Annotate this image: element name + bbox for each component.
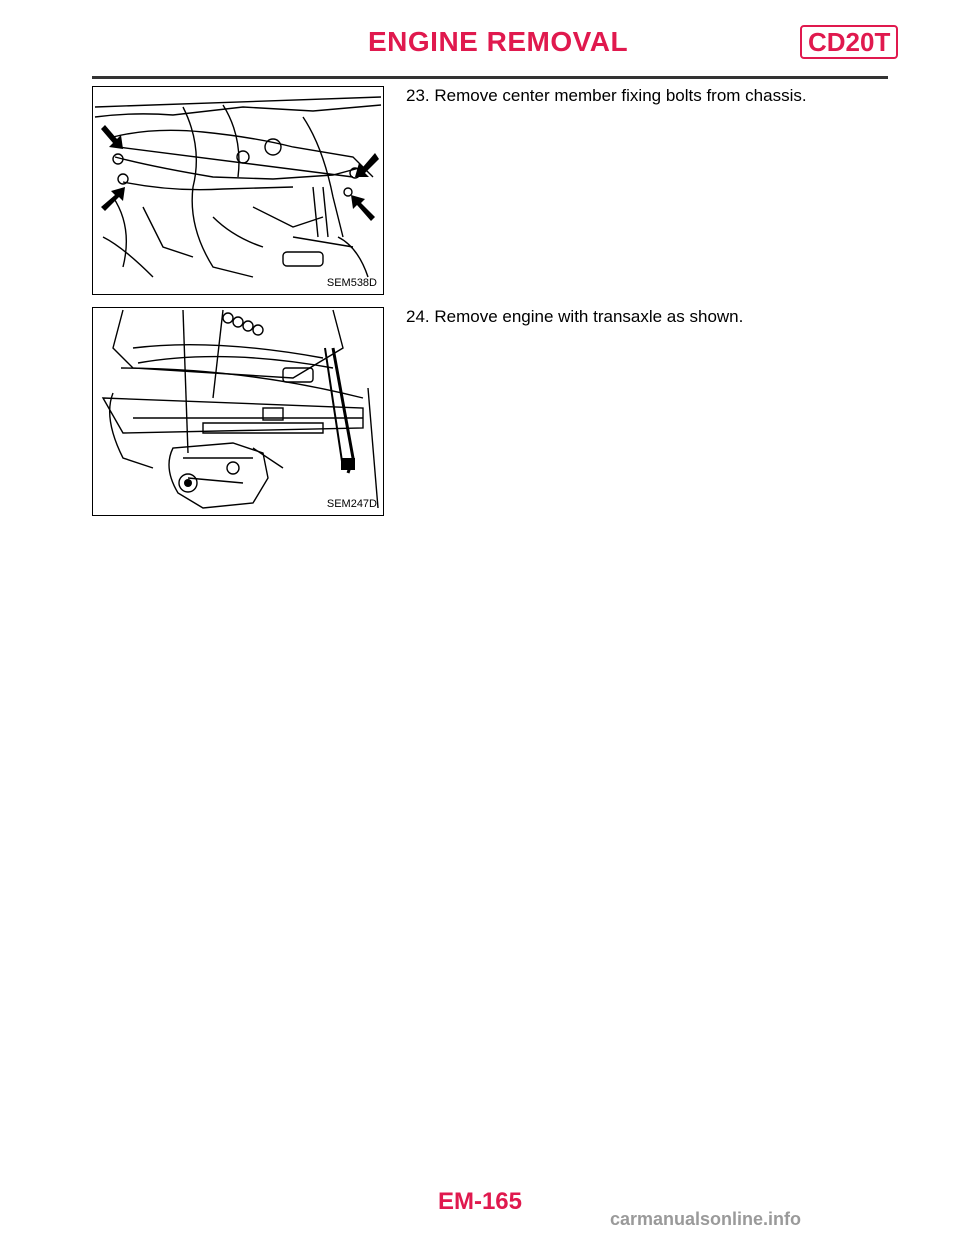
figure-label: SEM247D <box>326 498 377 510</box>
engine-code-badge: CD20T <box>800 25 898 59</box>
step-23-text: 23. Remove center member fixing bolts from chassis. <box>406 86 807 105</box>
figure-engine-removal <box>92 307 384 516</box>
step-24-text: 24. Remove engine with transaxle as shown. <box>406 307 744 326</box>
header-divider <box>92 76 888 79</box>
center-member-illustration <box>93 87 383 294</box>
section-title: ENGINE REMOVAL <box>368 26 629 57</box>
watermark: carmanualsonline.info <box>610 1209 802 1229</box>
arrow-icon <box>101 125 123 149</box>
engine-removal-illustration <box>93 308 383 515</box>
page-number: EM-165 <box>437 1188 523 1215</box>
figure-center-member <box>92 86 384 295</box>
arrow-icon <box>101 187 125 211</box>
arrow-icon <box>355 153 379 177</box>
figure-label: SEM538D <box>326 277 377 289</box>
arrow-icon <box>351 195 375 221</box>
